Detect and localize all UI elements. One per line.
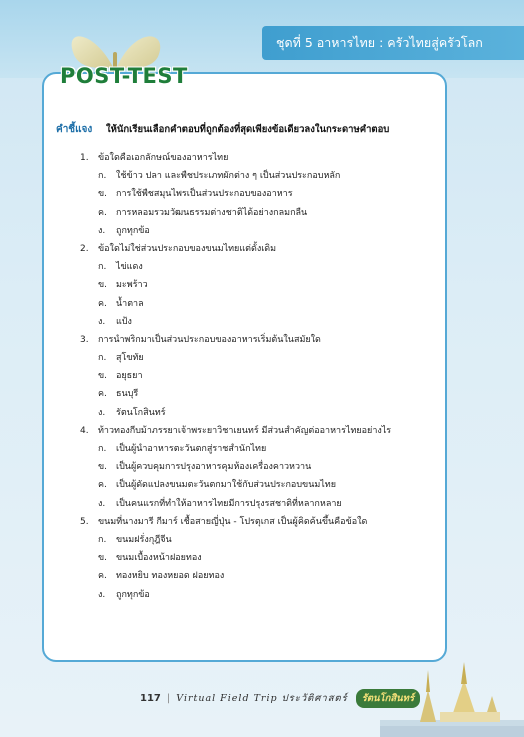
- option-text: ใช้ข้าว ปลา และพืชประเภทผักต่าง ๆ เป็นส่วนประกอบหลัก: [116, 171, 341, 182]
- option-letter: ข.: [98, 462, 108, 473]
- option-letter: ก.: [98, 444, 107, 454]
- instructions-label: คำชี้แจง: [56, 124, 93, 135]
- option-text: การใช้พืชสมุนไพรเป็นส่วนประกอบของอาหาร: [116, 189, 293, 200]
- answer-option[interactable]: [56, 296, 440, 314]
- answer-option[interactable]: [56, 223, 440, 241]
- option-text: เป็นผู้นำอาหารตะวันตกสู่ราชสำนักไทย: [116, 444, 267, 454]
- question-text: ข้อใดไม่ใช่ส่วนประกอบของขนมไทยแต่ดั้งเดิม: [98, 243, 277, 254]
- option-text: ถูกทุกข้อ: [116, 225, 150, 236]
- answer-option[interactable]: [56, 587, 440, 605]
- option-letter: ค.: [98, 480, 107, 491]
- option-letter: ก.: [98, 171, 107, 182]
- page-number: 117: [140, 692, 161, 704]
- option-letter: ง.: [98, 225, 106, 236]
- option-text: รัตนโกสินทร์: [116, 407, 166, 418]
- option-text: ขนมฝรั่งกุฎีจีน: [116, 534, 172, 545]
- question-number: 2.: [80, 243, 89, 254]
- option-text: ขนมเบื้องหน้าฝอยทอง: [116, 553, 202, 564]
- page-title: POST-TEST: [60, 64, 188, 88]
- option-letter: ก.: [98, 353, 107, 364]
- question-number: 3.: [80, 334, 89, 345]
- test-content: [56, 122, 440, 605]
- option-letter: ก.: [98, 262, 107, 273]
- question-text: ขนมที่นางมารี กีมาร์ เชื้อสายญี่ปุ่น - โปรตุเกส เป็นผู้คิดค้นขึ้นคือข้อใด: [98, 516, 368, 527]
- option-text: เป็นผู้ควบคุมการปรุงอาหารคุมห้องเครื่องคาวหวาน: [116, 462, 312, 473]
- option-text: สุโขทัย: [116, 353, 144, 364]
- option-text: เป็นคนแรกที่ทำให้อาหารไทยมีการปรุงรสชาติที่หลากหลาย: [116, 498, 342, 509]
- option-text: ทองหยิบ ทองหยอด ฝอยทอง: [116, 571, 225, 582]
- option-letter: ง.: [98, 316, 106, 327]
- option-letter: ง.: [98, 407, 106, 418]
- option-text: ถูกทุกข้อ: [116, 589, 150, 600]
- option-text: น้ำตาล: [116, 298, 144, 309]
- question-number: 1.: [80, 153, 89, 163]
- answer-option[interactable]: [56, 350, 440, 368]
- question-2: [56, 241, 440, 332]
- question-5: [56, 514, 440, 605]
- option-text: การหลอมรวมวัฒนธรรมต่างชาติได้อย่างกลมกลืน: [116, 207, 308, 218]
- answer-option[interactable]: [56, 568, 440, 586]
- footer-separator: |: [166, 692, 171, 704]
- answer-option[interactable]: [56, 368, 440, 386]
- instructions-text: ให้นักเรียนเลือกคำตอบที่ถูกต้องที่สุดเพียงข้อเดียวลงในกระดาษคำตอบ: [106, 124, 390, 135]
- answer-option[interactable]: [56, 459, 440, 477]
- answer-option[interactable]: [56, 259, 440, 277]
- question-4: [56, 423, 440, 514]
- option-text: แป้ง: [116, 316, 132, 327]
- series-logo: รัตนโกสินทร์: [356, 689, 420, 708]
- answer-option[interactable]: [56, 314, 440, 332]
- option-letter: ข.: [98, 189, 108, 200]
- option-letter: ค.: [98, 389, 107, 400]
- question-number: 4.: [80, 425, 89, 436]
- option-letter: ก.: [98, 534, 107, 545]
- answer-option[interactable]: [56, 386, 440, 404]
- option-letter: ง.: [98, 589, 106, 600]
- footer-title: Virtual Field Trip ประวัติศาสตร์: [176, 692, 348, 704]
- answer-option[interactable]: [56, 277, 440, 295]
- option-text: ไข่แดง: [116, 262, 143, 273]
- option-text: เป็นผู้ดัดแปลงขนมตะวันตกมาใช้กับส่วนประกอบขนมไทย: [116, 480, 337, 491]
- question-3: [56, 332, 440, 423]
- option-letter: ข.: [98, 553, 108, 564]
- answer-option[interactable]: [56, 532, 440, 550]
- answer-option[interactable]: [56, 405, 440, 423]
- answer-option[interactable]: [56, 186, 440, 204]
- question-text: ข้อใดคือเอกลักษณ์ของอาหารไทย: [98, 153, 229, 163]
- question-text: ท้าวทองกีบม้าภรรยาเจ้าพระยาวิชาเยนทร์ มีส่วนสำคัญต่ออาหารไทยอย่างไร: [98, 425, 392, 436]
- page-footer: [140, 688, 420, 708]
- option-letter: ค.: [98, 571, 107, 582]
- option-letter: ข.: [98, 280, 108, 291]
- answer-option[interactable]: [56, 441, 440, 459]
- answer-option[interactable]: [56, 477, 440, 495]
- answer-option[interactable]: [56, 168, 440, 186]
- answer-option[interactable]: [56, 205, 440, 223]
- option-text: ธนบุรี: [116, 389, 139, 400]
- answer-option[interactable]: [56, 496, 440, 514]
- option-letter: ค.: [98, 298, 107, 309]
- option-text: มะพร้าว: [116, 280, 148, 291]
- option-text: อยุธยา: [116, 371, 143, 382]
- answer-option[interactable]: [56, 550, 440, 568]
- series-title-banner: ชุดที่ 5 อาหารไทย : ครัวไทยสู่ครัวโลก: [262, 26, 524, 60]
- question-number: 5.: [80, 516, 89, 527]
- question-1: [56, 150, 440, 241]
- option-letter: ง.: [98, 498, 106, 509]
- instructions: [56, 122, 440, 137]
- question-text: การนำพริกมาเป็นส่วนประกอบของอาหารเริ่มต้นในสมัยใด: [98, 334, 321, 345]
- option-letter: ข.: [98, 371, 108, 382]
- option-letter: ค.: [98, 207, 107, 218]
